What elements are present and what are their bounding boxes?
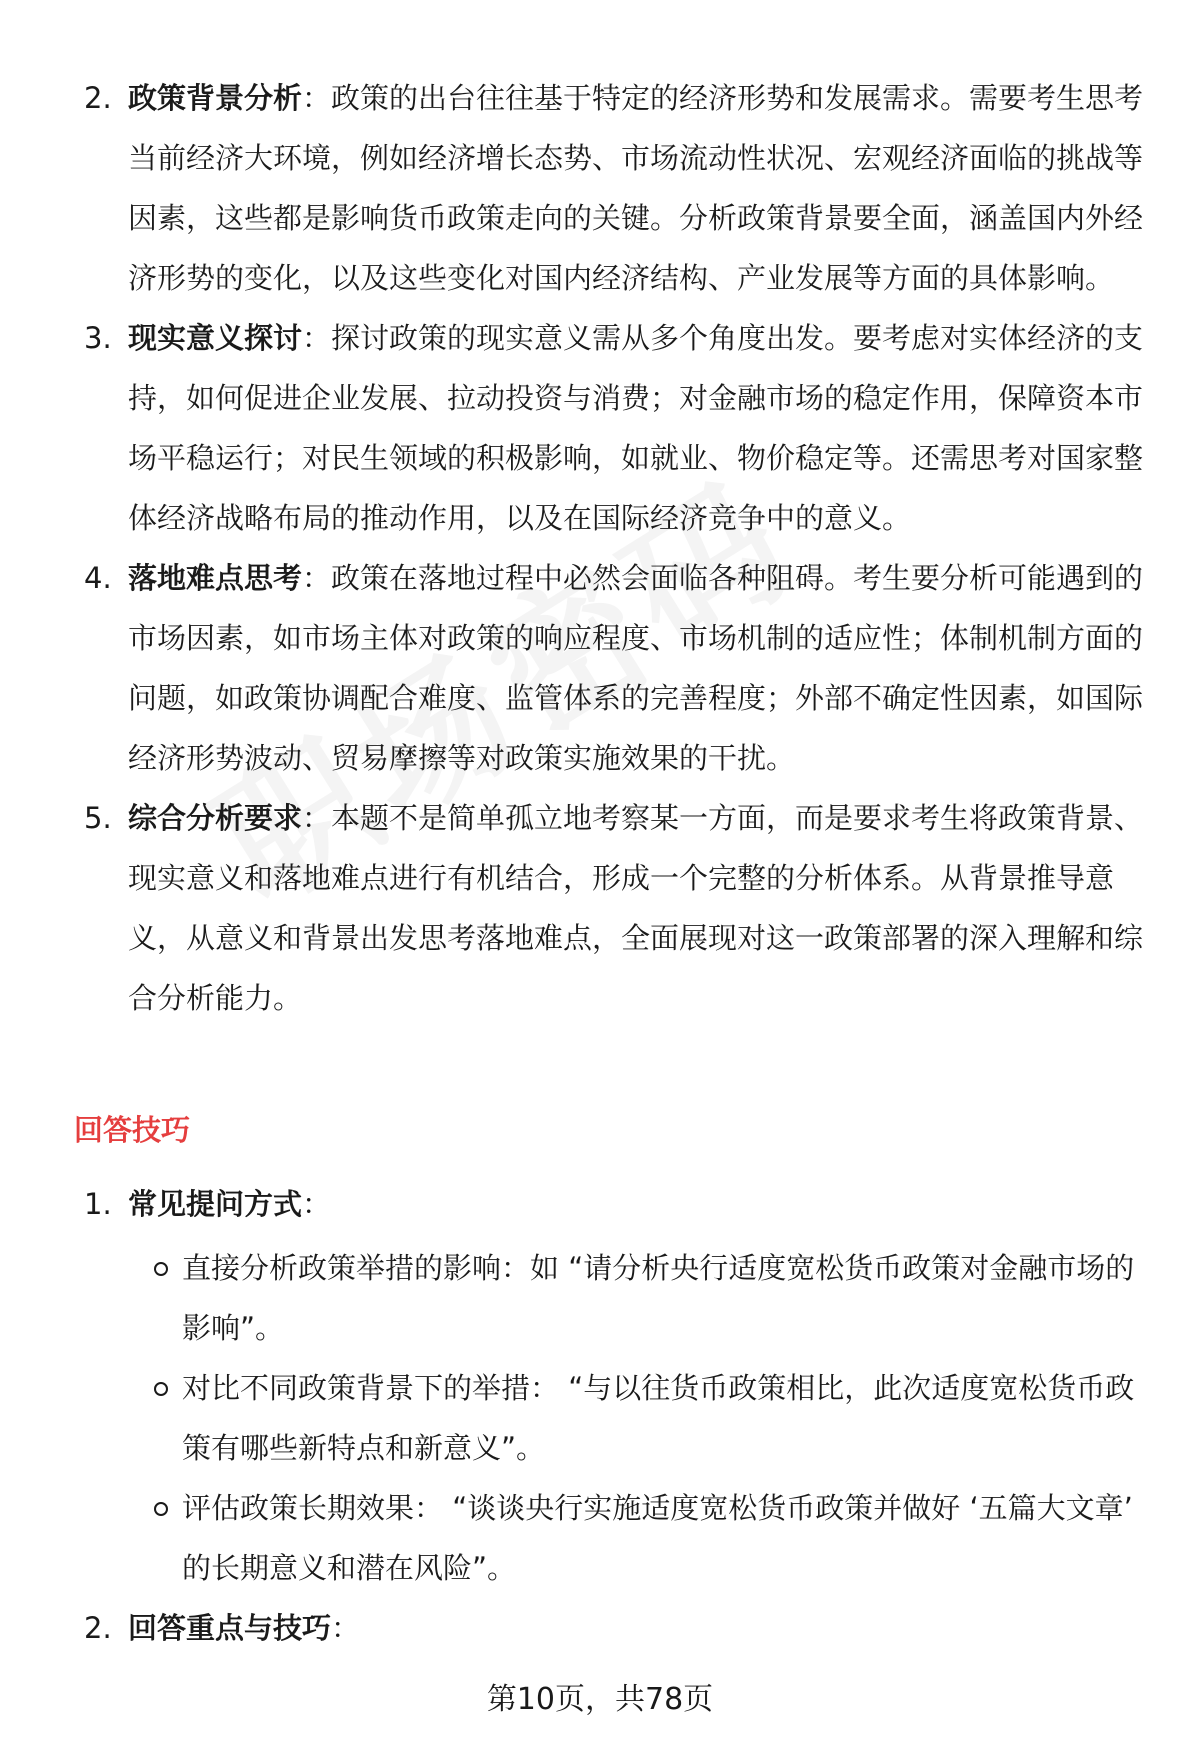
item-number: 3. (84, 321, 112, 355)
item-number: 2. (84, 1611, 112, 1645)
list-item (0, 308, 1200, 548)
item-text: ：政策在落地过程中必然会面临各种阻碍。考生要分析可能遇到的市场因素，如市场主体对政策的响应程度、市场机制的适应性；体制机制方面的问题，如政策协调配合难度、监管体系的完善程度；外部不确定性因素，如国际经济形势波动、贸易摩擦等对政策实施效果的干扰。 (128, 561, 1144, 775)
item-title: 现实意义探讨 (128, 321, 303, 355)
item-title: 回答重点与技巧 (128, 1611, 332, 1645)
sub-item-text: 对比不同政策背景下的举措： “与以往货币政策相比，此次适度宽松货币政策有哪些新特点和新意义”。 (182, 1371, 1135, 1465)
sub-item-text: 直接分析政策举措的影响：如 “请分析央行适度宽松货币政策对金融市场的影响”。 (182, 1251, 1135, 1345)
item-number: 5. (84, 801, 112, 835)
item-text: ：本题不是简单孤立地考察某一方面，而是要求考生将政策背景、现实意义和落地难点进行有机结合，形成一个完整的分析体系。从背景推导意义，从意义和背景出发思考落地难点，全面展现对这一政策部署的深入理解和综合分析能力。 (128, 801, 1144, 1015)
item-title: 落地难点思考 (128, 561, 303, 595)
sub-list-item (128, 1478, 1144, 1598)
item-number: 4. (84, 561, 112, 595)
item-suffix: ： (302, 1187, 332, 1221)
list-item (0, 788, 1200, 1028)
sub-item-text: 评估政策长期效果： “谈谈央行实施适度宽松货币政策并做好 ‘五篇大文章’ 的长期意义和潜在风险”。 (182, 1491, 1133, 1585)
item-suffix: ： (331, 1611, 361, 1645)
item-title: 常见提问方式 (128, 1187, 303, 1221)
sub-list (128, 1238, 1144, 1598)
list-item (0, 1174, 1200, 1598)
section-title: 回答技巧 (74, 1113, 191, 1147)
hollow-bullet-icon (154, 1262, 168, 1276)
hollow-bullet-icon (154, 1502, 168, 1516)
list-item (0, 1598, 1200, 1658)
item-number: 1. (84, 1187, 112, 1221)
item-title: 政策背景分析 (128, 81, 303, 115)
item-text: ：政策的出台往往基于特定的经济形势和发展需求。需要考生思考当前经济大环境，例如经济增长态势、市场流动性状况、宏观经济面临的挑战等因素，这些都是影响货币政策走向的关键。分析政策背景要全面，涵盖国内外经济形势的变化，以及这些变化对国内经济结构、产业发展等方面的具体影响。 (128, 81, 1144, 295)
list-item (0, 548, 1200, 788)
answer-tips-list (0, 1174, 1200, 1658)
analysis-points-list (0, 68, 1200, 1028)
page-number-footer: 第10页，共78页 (486, 1682, 714, 1717)
hollow-bullet-icon (154, 1382, 168, 1396)
sub-list-item (128, 1238, 1144, 1358)
item-title: 综合分析要求 (128, 801, 303, 835)
list-item (0, 68, 1200, 308)
item-number: 2. (84, 81, 112, 115)
sub-list-item (128, 1358, 1144, 1478)
item-text: ：探讨政策的现实意义需从多个角度出发。要考虑对实体经济的支持，如何促进企业发展、拉动投资与消费；对金融市场的稳定作用，保障资本市场平稳运行；对民生领域的积极影响，如就业、物价稳定等。还需思考对国家整体经济战略布局的推动作用，以及在国际经济竞争中的意义。 (128, 321, 1144, 535)
